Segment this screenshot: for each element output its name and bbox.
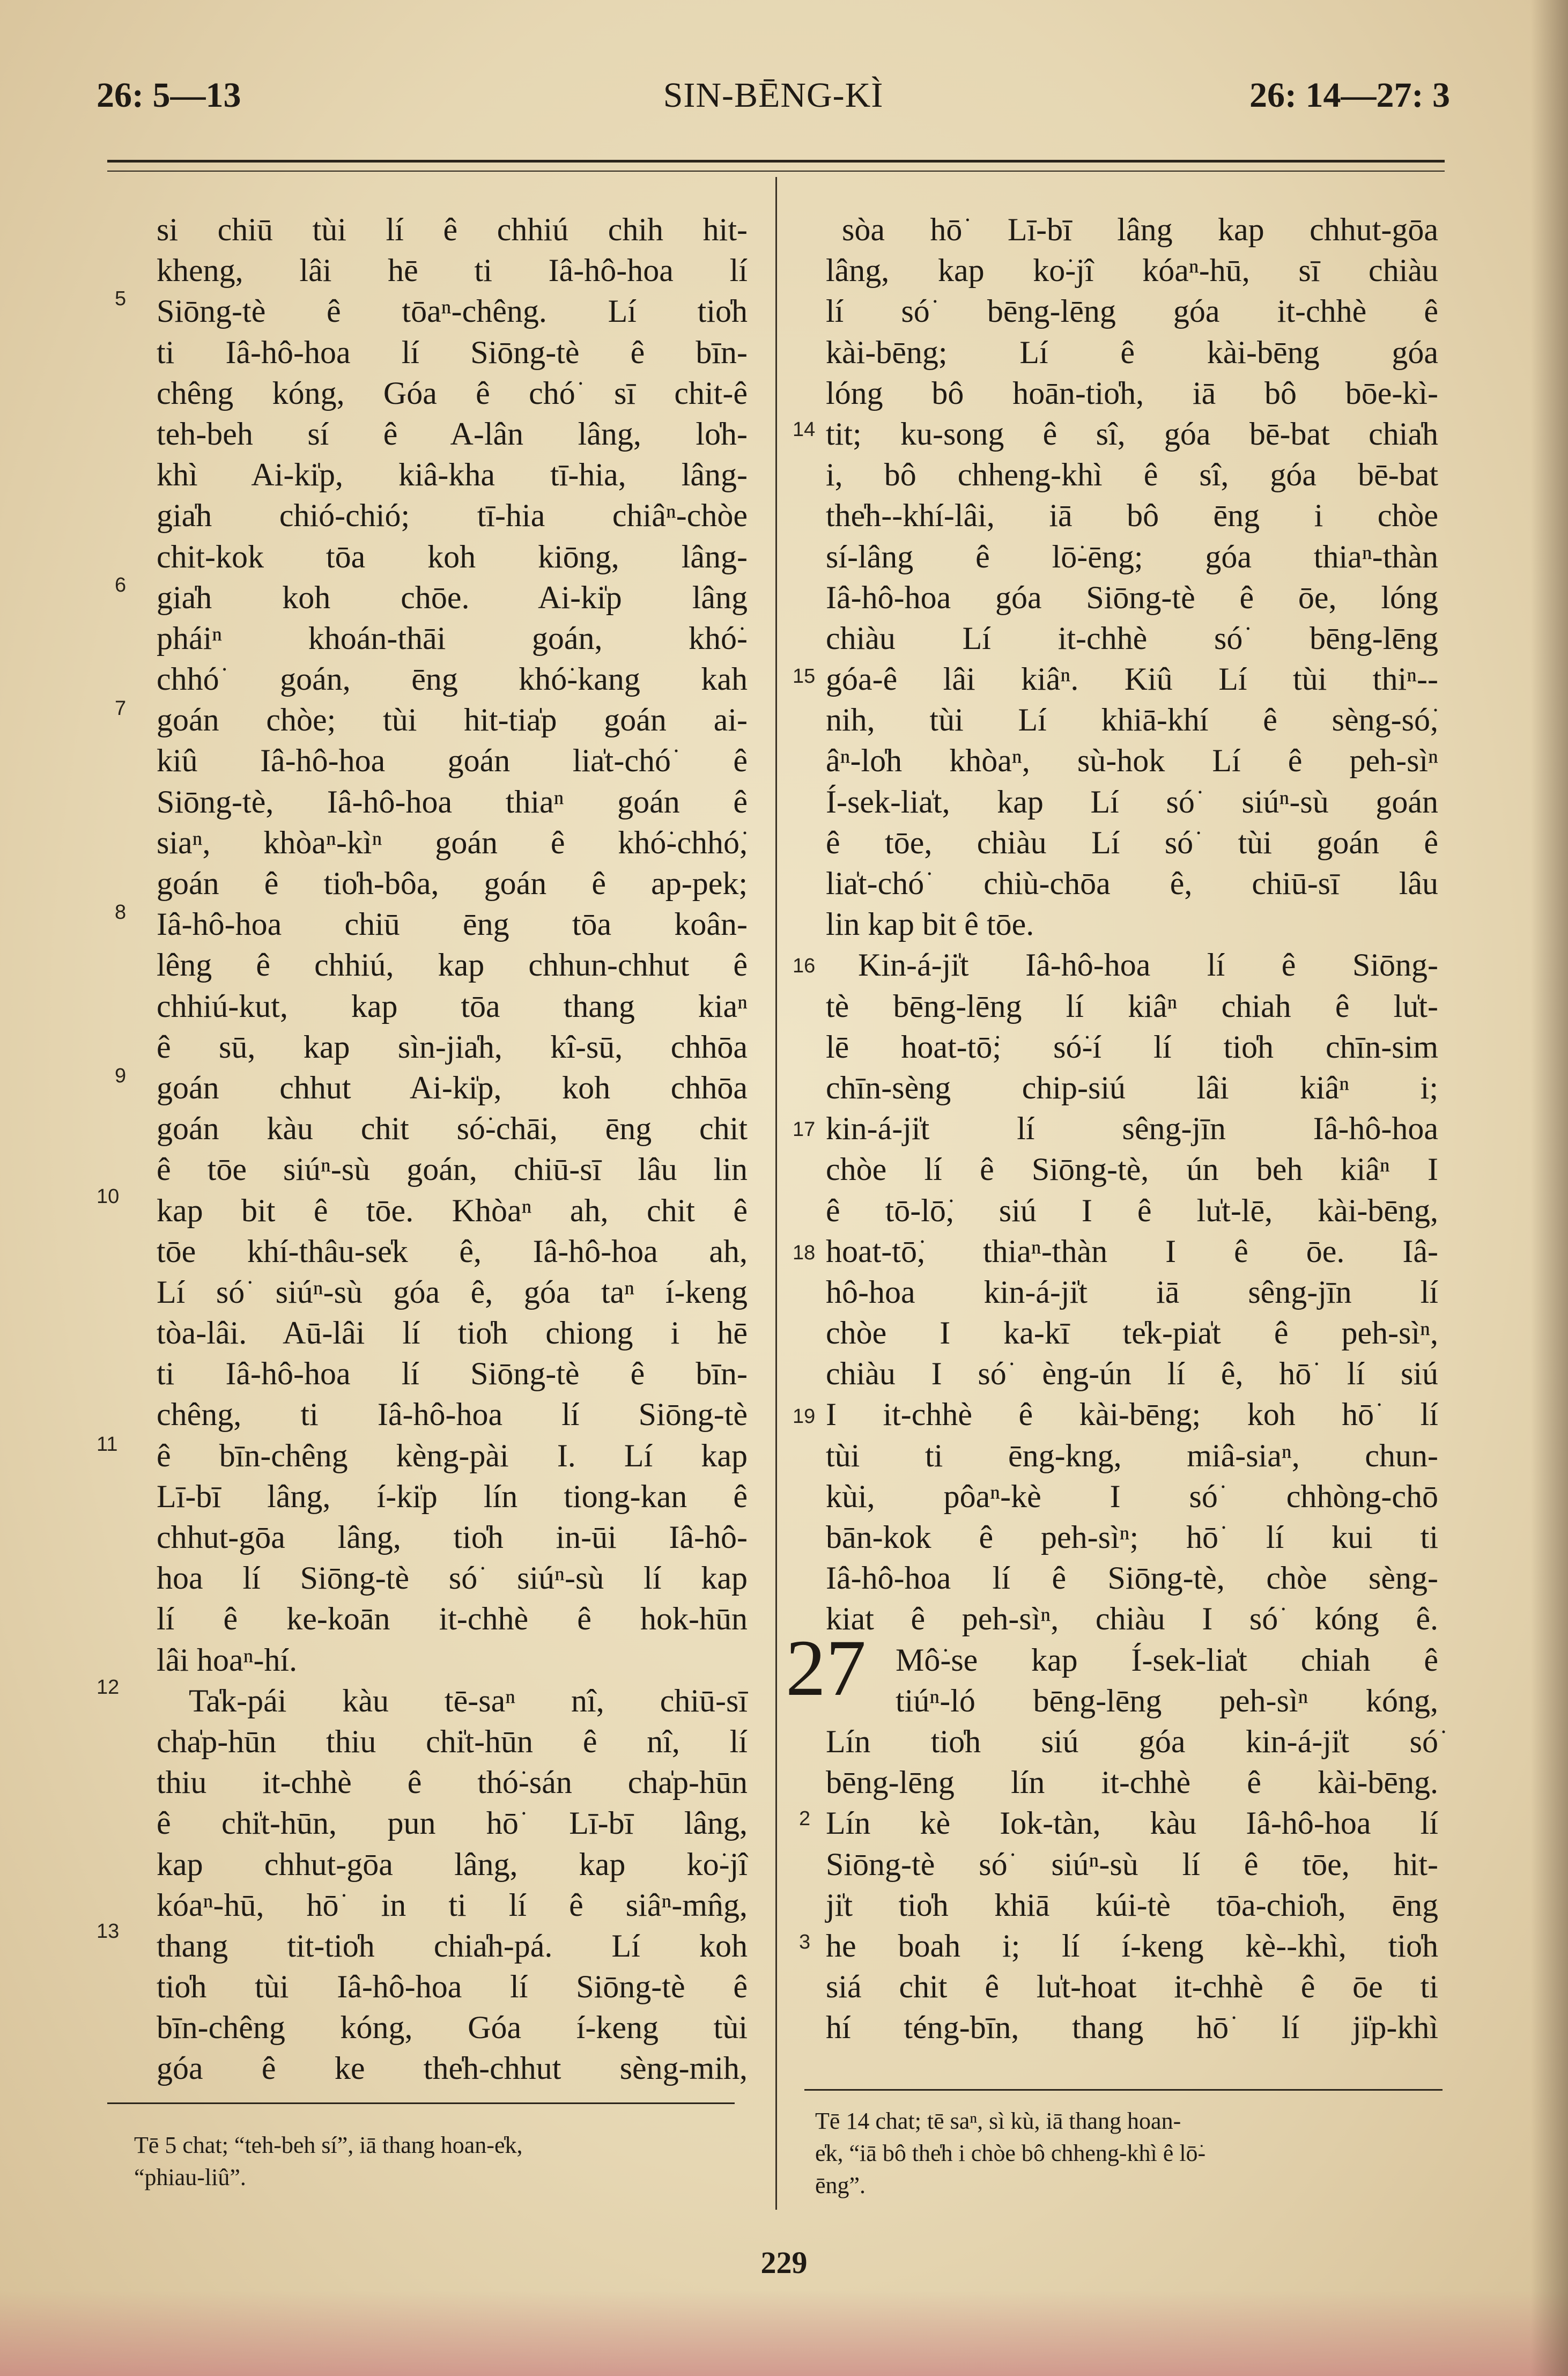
text-line: Siōng-tè só͘ siúⁿ-sù lí ê tōe, hit- — [826, 1846, 1438, 1882]
text-line: si chiū tùi lí ê chhiú chih hit- — [157, 212, 748, 247]
column-divider — [775, 177, 777, 2210]
text-line: âⁿ-lo̍h khòaⁿ, sù-hok Lí ê peh-sìⁿ — [826, 743, 1438, 779]
left-text-column — [157, 209, 748, 2089]
text-line: hoa lí Siōng-tè só͘ siúⁿ-sù lí kap — [157, 1560, 748, 1596]
text-line: kùi, pôaⁿ-kè I só͘ chhòng-chō — [826, 1478, 1438, 1514]
footnote-rule-right — [804, 2089, 1443, 2091]
header-rule-thin — [107, 171, 1445, 172]
text-line: kài-bēng; Lí ê kài-bēng góa — [826, 334, 1438, 370]
text-line: Siōng-tè, Iâ-hô-hoa thiaⁿ goán ê — [157, 784, 748, 820]
text-line: kóaⁿ-hū, hō͘ in ti lí ê siâⁿ-mn̂g, — [157, 1887, 748, 1923]
text-line: tiúⁿ-ló bēng-lēng peh-sìⁿ kóng, — [896, 1683, 1438, 1718]
text-line: cha̍p-hūn thiu chi̍t-hūn ê nî, lí — [157, 1723, 748, 1759]
text-line: bīn-chêng kóng, Góa í-keng tùi — [157, 2010, 748, 2046]
text-line: chòe I ka-kī te̍k-pia̍t ê peh-sìⁿ, — [826, 1315, 1438, 1351]
text-line: chiàu I só͘ èng-ún lí ê, hō͘ lí siú — [826, 1356, 1438, 1392]
footnote-line: ēng”. — [815, 2172, 866, 2198]
text-line: kheng, lâi hē ti Iâ-hô-hoa lí — [157, 253, 748, 289]
text-line: chhiú-kut, kap tōa thang kiaⁿ — [157, 988, 748, 1024]
verse-number: 11 — [97, 1433, 118, 1456]
verse-number: 17 — [793, 1118, 816, 1141]
text-line: tòa-lâi. Aū-lâi lí tio̍h chiong i hē — [157, 1315, 748, 1351]
text-line: tit; ku-song ê sî, góa bē-bat chia̍h — [826, 416, 1438, 452]
running-header — [97, 75, 1450, 123]
header-book-title: SIN-BĒNG-KÌ — [663, 76, 884, 115]
verse-number: 15 — [793, 665, 816, 688]
text-line: gia̍h chió-chió; tī-hia chiâⁿ-chòe — [157, 498, 748, 534]
text-line: Lí só͘ siúⁿ-sù góa ê, góa taⁿ í-keng — [157, 1274, 748, 1310]
footnote-line: Tē 5 chat; “teh-beh sí”, iā thang hoan-e̍k, — [134, 2132, 523, 2158]
verse-number: 13 — [97, 1920, 120, 1943]
text-line: lin kap bit ê tōe. — [826, 906, 1034, 942]
text-line: bēng-lēng lín it-chhè ê kài-bēng. — [826, 1765, 1438, 1801]
verse-number: 16 — [793, 955, 816, 977]
text-line: ê tōe siúⁿ-sù goán, chiū-sī lâu lin — [157, 1152, 748, 1187]
text-line: thang tit-tio̍h chia̍h-pá. Lí koh — [157, 1928, 748, 1964]
text-line: Siōng-tè ê tōaⁿ-chêng. Lí tio̍h — [157, 293, 748, 329]
text-line: gia̍h koh chōe. Ai-ki̍p lâng — [157, 579, 748, 615]
footnote-line: e̍k, “iā bô the̍h i chòe bô chheng-khì ê lō͘- — [815, 2140, 1206, 2166]
text-line: Lī-bī lâng, í-ki̍p lín tiong-kan ê — [157, 1478, 748, 1514]
footnote-rule-left — [107, 2102, 735, 2104]
text-line: kap chhut-gōa lâng, kap ko͘-jî — [157, 1846, 748, 1882]
text-line: nih, tùi Lí khiā-khí ê sèng-só͘, — [826, 702, 1438, 738]
header-left-reference: 26: 5—13 — [97, 76, 241, 115]
text-line: sí-lâng ê lō͘-ēng; góa thiaⁿ-thàn — [826, 538, 1438, 574]
text-line: góa-ê lâi kiâⁿ. Kiû Lí tùi thiⁿ-- — [826, 661, 1438, 697]
text-line: chit-kok tōa koh kiōng, lâng- — [157, 538, 748, 574]
text-line: góa ê ke the̍h-chhut sèng-mih, — [157, 2050, 748, 2086]
text-line: he boah i; lí í-keng kè--khì, tio̍h — [826, 1928, 1438, 1964]
footnote-line: Tē 14 chat; tē saⁿ, sì kù, iā thang hoan- — [815, 2108, 1181, 2134]
text-line: kin-á-ji̍t lí sêng-jīn Iâ-hô-hoa — [826, 1111, 1438, 1147]
text-line: thiu it-chhè ê thó͘-sán cha̍p-hūn — [157, 1765, 748, 1801]
text-line: bān-kok ê peh-sìⁿ; hō͘ lí kui ti — [826, 1519, 1438, 1555]
verse-number: 6 — [115, 574, 127, 596]
verse-number: 18 — [793, 1242, 816, 1264]
text-line: lêng ê chhiú, kap chhun-chhut ê — [157, 947, 748, 983]
text-line: kap bit ê tōe. Khòaⁿ ah, chit ê — [157, 1192, 748, 1228]
text-line: lí só͘ bēng-lēng góa it-chhè ê — [826, 293, 1438, 329]
text-line: Iâ-hô-hoa lí ê Siōng-tè, chòe sèng- — [826, 1560, 1438, 1596]
text-line: tùi ti ēng-kng, miâ-siaⁿ, chun- — [826, 1437, 1438, 1473]
text-line: ji̍t tio̍h khiā kúi-tè tōa-chio̍h, ēng — [826, 1887, 1438, 1923]
text-line: ê chi̍t-hūn, pun hō͘ Lī-bī lâng, — [157, 1805, 748, 1841]
text-line: chêng kóng, Góa ê chó͘ sī chit-ê — [157, 375, 748, 411]
text-line: tōe khí-thâu-se̍k ê, Iâ-hô-hoa ah, — [157, 1233, 748, 1269]
verse-number: 14 — [793, 418, 816, 441]
header-rule-thick — [107, 160, 1445, 163]
text-line: lóng bô hoān-tio̍h, iā bô bōe-kì- — [826, 375, 1438, 411]
text-line: tè bēng-lēng lí kiâⁿ chiah ê lu̍t- — [826, 988, 1438, 1024]
text-line: goán chhut Ai-ki̍p, koh chhōa — [157, 1069, 748, 1105]
text-line: ê sū, kap sìn-jia̍h, kî-sū, chhōa — [157, 1029, 748, 1065]
text-line: ti Iâ-hô-hoa lí Siōng-tè ê bīn- — [157, 334, 748, 370]
text-line: kiû Iâ-hô-hoa goán lia̍t-chó͘ ê — [157, 743, 748, 779]
text-line: sòa hō͘ Lī-bī lâng kap chhut-gōa — [842, 212, 1438, 247]
text-line: Mô͘-se kap Í-sek-lia̍t chiah ê — [896, 1642, 1438, 1678]
text-line: siá chit ê lu̍t-hoat it-chhè ê ōe ti — [826, 1969, 1438, 2005]
text-line: ê bīn-chêng kèng-pài I. Lí kap — [157, 1437, 748, 1473]
chapter-number: 27 — [786, 1624, 866, 1713]
text-line: lí ê ke-koān it-chhè ê hok-hūn — [157, 1601, 748, 1637]
verse-number: 8 — [115, 901, 127, 924]
verse-number: 3 — [799, 1931, 811, 1953]
verse-number: 10 — [97, 1185, 120, 1208]
text-line: Iâ-hô-hoa góa Siōng-tè ê ōe, lóng — [826, 579, 1438, 615]
header-right-reference: 26: 14—27: 3 — [1249, 76, 1450, 115]
text-line: Ta̍k-pái kàu tē-saⁿ nî, chiū-sī — [189, 1683, 748, 1718]
verse-number: 2 — [799, 1807, 811, 1830]
verse-number: 7 — [115, 697, 127, 720]
text-line: ê tō-lō͘, siú I ê lu̍t-lē, kài-bēng, — [826, 1192, 1438, 1228]
text-line: siaⁿ, khòaⁿ-kìⁿ goán ê khó͘-chhó͘, — [157, 824, 748, 860]
text-line: ê tōe, chiàu Lí só͘ tùi goán ê — [826, 824, 1438, 860]
text-line: ti Iâ-hô-hoa lí Siōng-tè ê bīn- — [157, 1356, 748, 1392]
page-binding-shadow — [1530, 0, 1568, 2376]
text-line: I it-chhè ê kài-bēng; koh hō͘ lí — [826, 1397, 1438, 1433]
text-line: chhut-gōa lâng, tio̍h in-ūi Iâ-hô- — [157, 1519, 748, 1555]
text-line: Lín tio̍h siú góa kin-á-ji̍t só͘ — [826, 1723, 1438, 1759]
verse-number: 9 — [115, 1065, 127, 1087]
text-line: chhó͘ goán, ēng khó͘-kang kah — [157, 661, 748, 697]
page-number: 229 — [760, 2245, 808, 2280]
text-line: chòe lí ê Siōng-tè, ún beh kiâⁿ I — [826, 1152, 1438, 1187]
text-line: chêng, ti Iâ-hô-hoa lí Siōng-tè — [157, 1397, 748, 1433]
text-line: Kin-á-ji̍t Iâ-hô-hoa lí ê Siōng- — [858, 947, 1438, 983]
text-line: pháiⁿ khoán-thāi goán, khó͘- — [157, 620, 748, 656]
text-line: teh-beh sí ê A-lân lâng, lo̍h- — [157, 416, 748, 452]
text-line: lâi hoaⁿ-hí. — [157, 1642, 298, 1678]
page-edge-stain — [0, 2290, 1568, 2376]
text-line: kiat ê peh-sìⁿ, chiàu I só͘ kóng ê. — [826, 1601, 1438, 1637]
verse-number: 5 — [115, 287, 127, 310]
verse-number: 19 — [793, 1405, 816, 1428]
text-line: Lín kè Iok-tàn, kàu Iâ-hô-hoa lí — [826, 1805, 1438, 1841]
text-line: lâng, kap ko͘-jî kóaⁿ-hū, sī chiàu — [826, 253, 1438, 289]
footnote-line: “phiau-liû”. — [134, 2164, 246, 2190]
text-line: lia̍t-chó͘ chiù-chōa ê, chiū-sī lâu — [826, 866, 1438, 901]
text-line: Í-sek-lia̍t, kap Lí só͘ siúⁿ-sù goán — [826, 784, 1438, 820]
text-line: chiàu Lí it-chhè só͘ bēng-lēng — [826, 620, 1438, 656]
text-line: hí téng-bīn, thang hō͘ lí ji̍p-khì — [826, 2010, 1438, 2046]
text-line: tio̍h tùi Iâ-hô-hoa lí Siōng-tè ê — [157, 1969, 748, 2005]
verse-number: 12 — [97, 1676, 120, 1699]
text-line: goán ê tio̍h-bôa, goán ê ap-pek; — [157, 866, 748, 901]
text-line: lē hoat-tō͘; só͘-í lí tio̍h chīn-sim — [826, 1029, 1438, 1065]
text-line: hô-hoa kin-á-ji̍t iā sêng-jīn lí — [826, 1274, 1438, 1310]
text-line: i, bô chheng-khì ê sî, góa bē-bat — [826, 457, 1438, 493]
footnote-right — [815, 2105, 1453, 2202]
text-line: hoat-tō͘, thiaⁿ-thàn I ê ōe. Iâ- — [826, 1233, 1438, 1269]
text-line: goán kàu chit só͘-chāi, ēng chit — [157, 1111, 748, 1147]
text-line: khì Ai-ki̍p, kiâ-kha tī-hia, lâng- — [157, 457, 748, 493]
right-text-column — [826, 209, 1438, 2048]
footnote-left — [134, 2129, 751, 2194]
text-line: the̍h--khí-lâi, iā bô ēng i chòe — [826, 498, 1438, 534]
text-line: Iâ-hô-hoa chiū ēng tōa koân- — [157, 906, 748, 942]
text-line: goán chòe; tùi hit-tia̍p goán ai- — [157, 702, 748, 738]
text-line: chīn-sèng chip-siú lâi kiâⁿ i; — [826, 1069, 1438, 1105]
